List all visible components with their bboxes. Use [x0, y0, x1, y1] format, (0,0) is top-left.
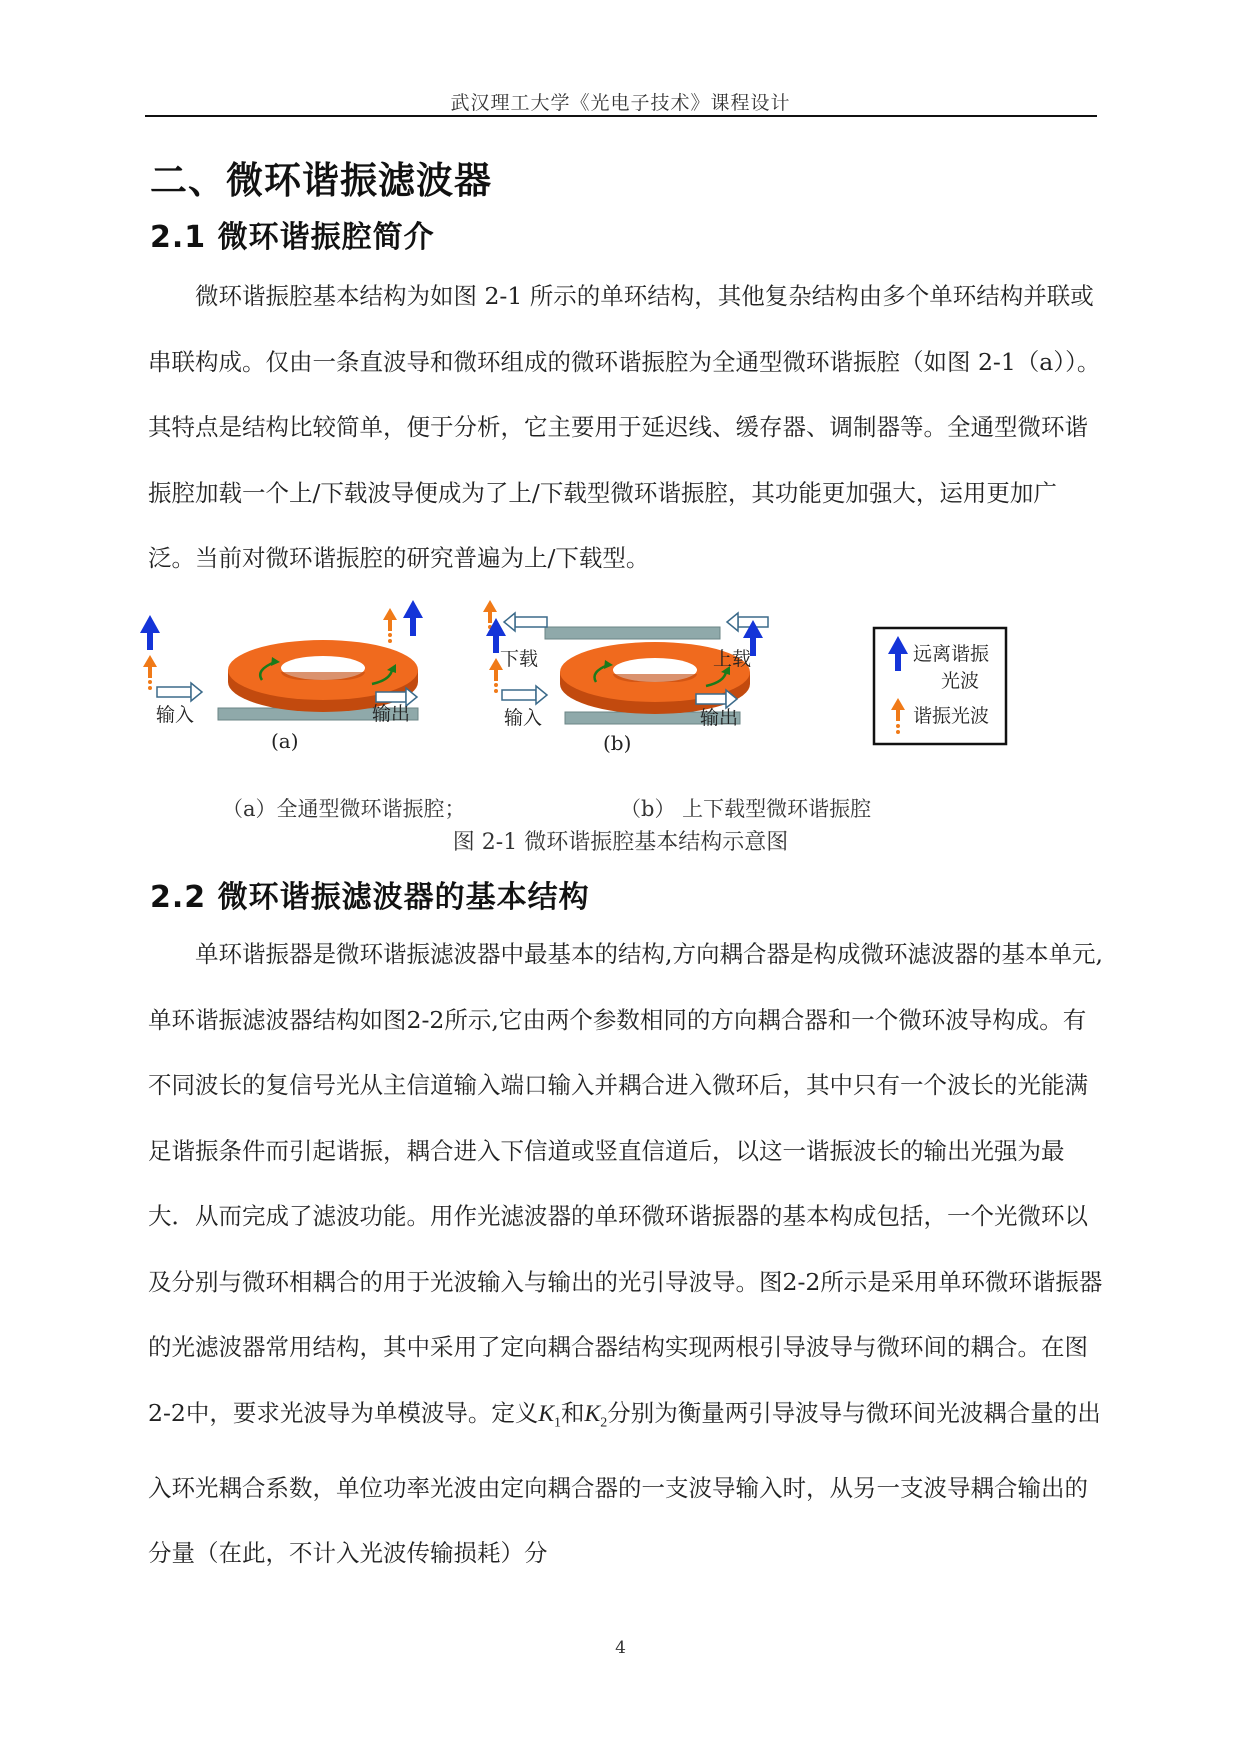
- paragraph-text: 分别为衡量两引导波导与微环间光波耦合量的出入环光耦合系数，单位功率光波由定向耦合器的一支波导输入时，从另一支波导耦合输出的分量（在此，不计入光波传输损耗）分: [148, 1398, 1101, 1568]
- input-arrow-icon: [502, 686, 547, 704]
- label-output: 输出: [372, 703, 411, 725]
- section-2-1-paragraph: [148, 264, 1103, 592]
- label-add: 上载: [713, 648, 752, 670]
- figure-caption: 图 2-1 微环谐振腔基本结构示意图: [452, 830, 789, 855]
- paragraph-text: 单环谐振器是微环谐振滤波器中最基本的结构,方向耦合器是构成微环滤波器的基本单元,单环谐振滤波器结构如图2-2所示,它由两个参数相同的方向耦合器和一个微环波导构成。有不同波长的复信号光从主信道输入端口输入并耦合进入微环后，其中只有一个波长的光能满足谐振条件而引起谐振，耦合进入下信道或竖直信道后，以这一谐振波长的输出光强为最大．从而完成了滤波功能。用作光滤波器的单环微环谐振器的基本构成包括，一个光微环以及分别与微环相耦合的用于光波输入与输出的光引导波导。图2-2所示是采用单环微环谐振器的光滤波器常用结构，其中采用了定向耦合器结构实现两根引导波导与微环间的耦合。在图2-2中，要求光波导为单模波导。定义: [148, 940, 1103, 1427]
- paragraph-text: 微环谐振腔基本结构为如图 2-1 所示的单环结构，其他复杂结构由多个单环结构并联或串联构成。仅由一条直波导和微环组成的微环谐振腔为全通型微环谐振腔（如图 2-1（a））。其特点是结构比较简单，便于分析，它主要用于延迟线、缓存器、调制器等。全通型微环谐振腔加载一个上/下载波导便成为了上/下载型微环谐振腔，其功能更加强大，运用更加广泛。当前对微环谐振腔的研究普遍为上/下载型。: [148, 282, 1101, 572]
- drop-waveguide: [545, 627, 720, 639]
- sub-caption-a: （a）全通型微环谐振腔；: [222, 797, 466, 821]
- legend-line2: 光波: [941, 670, 980, 692]
- input-arrow-icon: [157, 683, 202, 701]
- figure-b-add-drop: [483, 600, 768, 755]
- add-arrow-icon: [727, 613, 768, 631]
- label-drop: 下载: [500, 648, 539, 670]
- label-a: (a): [271, 729, 299, 753]
- sub-caption-b: （b） 上下载型微环谐振腔: [620, 797, 872, 821]
- section-2-2-paragraph: [148, 922, 1103, 1587]
- blue-arrow-icon: [403, 600, 423, 636]
- legend-line3: 谐振光波: [913, 705, 990, 727]
- chapter-title: 二、微环谐振滤波器: [150, 159, 492, 202]
- label-input: 输入: [156, 704, 195, 726]
- orange-arrow-icon: [143, 655, 157, 690]
- figure-a-all-pass: [140, 600, 423, 753]
- figure-2-1-diagram: [140, 600, 1040, 770]
- figure-legend: [874, 628, 1006, 744]
- symbol-k1: $K_1$: [538, 1400, 562, 1431]
- drop-arrow-icon: [504, 613, 547, 631]
- legend-line1: 远离谐振: [913, 643, 990, 665]
- label-b: (b): [603, 731, 632, 755]
- orange-arrow-icon: [383, 608, 397, 643]
- section-title-2-2: 2.2 微环谐振滤波器的基本结构: [150, 880, 590, 915]
- header-rule: [145, 115, 1097, 117]
- page-header: 武汉理工大学《光电子技术》课程设计: [450, 92, 791, 114]
- conjunction: 和: [561, 1398, 585, 1427]
- label-output: 输出: [700, 707, 739, 729]
- page-number: 4: [615, 1638, 626, 1658]
- blue-arrow-icon: [140, 615, 160, 650]
- label-input: 输入: [504, 707, 543, 729]
- section-title-2-1: 2.1 微环谐振腔简介: [150, 220, 435, 255]
- symbol-k2: $K_2$: [584, 1400, 608, 1431]
